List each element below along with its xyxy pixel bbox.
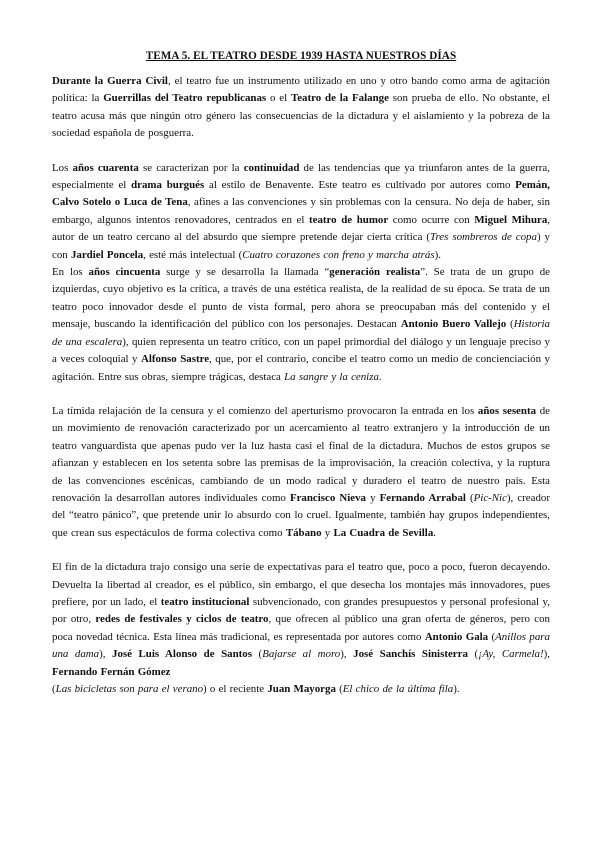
bold-run: La Cuadra de Sevilla bbox=[333, 526, 434, 539]
bold-run: Pemán, Calvo Sotelo o Luca de Tena bbox=[52, 179, 550, 209]
text-run: o el bbox=[266, 92, 291, 105]
text-run: ( bbox=[252, 648, 263, 661]
text-run: En los bbox=[52, 266, 89, 279]
text-run: se caracterizan por la bbox=[138, 161, 244, 174]
text-run: de las tendencias que ya triunfaron antes de la guerra, especialmente el bbox=[52, 161, 550, 192]
text-run: son prueba de ello. No obstante, el teatro acusa más que ningún otro género las consecuencias de la dictadura y el aislamiento y la pobreza de la sociedad española de posguerra. bbox=[52, 92, 550, 140]
text-run: ) y con bbox=[52, 231, 551, 261]
text-run: ( bbox=[506, 318, 514, 331]
bold-run: años sesenta bbox=[477, 404, 537, 417]
bold-run: años cuarenta bbox=[72, 161, 139, 174]
bold-run: redes de festivales y ciclos de teatro bbox=[95, 613, 269, 626]
text-run: y bbox=[366, 491, 380, 504]
bold-run: Durante la Guerra Civil bbox=[52, 75, 168, 87]
text-run: surge y se desarrolla la llamada “ bbox=[160, 266, 330, 279]
text-run: ( bbox=[488, 630, 496, 643]
paragraph-gap bbox=[52, 386, 550, 403]
bold-run: Antonio Buero Vallejo bbox=[400, 318, 507, 331]
italic-title-run: Pic-Nic bbox=[473, 491, 507, 504]
italic-title-run: Anillos para una dama bbox=[52, 630, 550, 661]
bold-run: Guerrillas del Teatro republicanas bbox=[103, 92, 267, 105]
paragraph-anos-sesenta bbox=[52, 403, 550, 542]
text-run: como ocurre con bbox=[388, 213, 475, 226]
bold-run: Fernando Fernán Gómez bbox=[52, 665, 171, 678]
text-run: de un movimiento de renovación caracterizado por un acercamiento al teatro extranjero y la introducción de un teatro vanguardista que apenas pudo ver la luz hasta casi el final de la dictadura. Muchos de estos grupos se afianzan y establecen en los setenta sobre las premisas de la improvisación, la creación colectiva, y la ruptura de las convenciones escénicas, cambiando de un modo radical y duradero el teatro de nuestro país. Esta renovación la desarrollan autores individuales como bbox=[52, 404, 550, 504]
bold-run: Francisco Nieva bbox=[289, 491, 366, 504]
text-run: , que, por el contrario, concibe el teatro como un medio de concienciación y agitación. Entre sus obras, siempre trágicas, destaca bbox=[52, 353, 550, 383]
text-run: ”. Se trata de un grupo de izquierdas, cuyo objetivo es la crítica, a través de una estética realista, de la realidad de su época. Se trata de un teatro poco innovador desde el punto de vista formal, pero ahora se preocupaban más del contenido y el mensaje, buscando la identificación del público con los personajes. Destacan bbox=[52, 266, 550, 331]
bold-run: teatro de humor bbox=[309, 213, 389, 226]
text-run: , autor de un teatro cercano al del absurdo que siempre pretende dejar cierta crítica ( bbox=[52, 213, 551, 244]
paragraph-anos-cincuenta bbox=[52, 264, 550, 386]
text-run: , esté más intelectual ( bbox=[143, 248, 243, 261]
italic-title-run: La sangre y la ceniza bbox=[284, 370, 379, 383]
paragraph-gap bbox=[52, 143, 550, 160]
text-run: ). bbox=[453, 683, 460, 695]
bold-run: continuidad bbox=[243, 161, 300, 174]
text-run: ), bbox=[340, 648, 354, 661]
text-run: . bbox=[378, 370, 382, 383]
bold-run: años cincuenta bbox=[88, 266, 161, 279]
text-run: ), bbox=[99, 648, 112, 661]
text-run: y bbox=[321, 526, 334, 539]
paragraph-anos-cuarenta bbox=[52, 160, 550, 264]
bold-run: Miguel Mihura bbox=[474, 213, 548, 226]
text-run: ( bbox=[335, 683, 343, 695]
bold-run: drama burgués bbox=[131, 179, 205, 192]
text-run: La tímida relajación de la censura y el comienzo del aperturismo provocaron la entrada en los bbox=[52, 404, 478, 417]
bold-run: Jardiel Poncela bbox=[70, 248, 144, 261]
text-run: . bbox=[433, 526, 437, 539]
bold-run: teatro institucional bbox=[160, 595, 250, 608]
text-run: ) o el reciente bbox=[203, 683, 268, 695]
text-run: ), quien representa un teatro crítico, con un papel primordial del diálogo y un lenguaje preciso y a veces coloquial y bbox=[52, 335, 550, 366]
text-run: ), bbox=[543, 648, 550, 661]
bold-run: Alfonso Sastre bbox=[141, 353, 210, 366]
text-run: , afines a las convenciones y sin problemas con la censura. No deja de haber, sin embargo, algunos intentos renovadores, centrados en el bbox=[52, 196, 550, 226]
text-run: ). bbox=[434, 248, 441, 261]
paragraph-guerra-civil bbox=[52, 73, 550, 143]
italic-title-run: Tres sombreros de copa bbox=[430, 231, 537, 244]
bold-run: Juan Mayorga bbox=[267, 683, 336, 695]
bold-run: José Luis Alonso de Santos bbox=[112, 648, 252, 661]
text-run: ( bbox=[465, 491, 474, 504]
bold-run: Fernando Arrabal bbox=[379, 491, 466, 504]
text-run: al estilo de Benavente. Este teatro es cultivado por autores como bbox=[204, 179, 516, 192]
paragraph-gap bbox=[52, 542, 550, 559]
text-run: subvencionado, con grandes presupuestos y personal profesional y, por otro, bbox=[52, 595, 551, 626]
text-run: ), creador del “teatro pánico”, que pretende unir lo absurdo con lo cruel. Igualmente, también hay grupos independientes, que crean sus espectáculos de forma colectiva como bbox=[52, 491, 550, 539]
italic-title-run: El chico de la última fila bbox=[342, 683, 454, 695]
italic-title-run: Las bicicletas son para el verano bbox=[55, 683, 204, 695]
bold-run: Tábano bbox=[285, 526, 322, 539]
bold-run: José Sanchís Sinisterra bbox=[353, 648, 468, 661]
text-run: ( bbox=[467, 648, 479, 661]
italic-title-run: ¡Ay, Carmela! bbox=[478, 648, 544, 661]
text-run: Los bbox=[52, 161, 73, 174]
document-title: TEMA 5. EL TEATRO DESDE 1939 HASTA NUESTROS DÍAS bbox=[145, 50, 457, 62]
italic-title-run: Bajarse al moro bbox=[262, 648, 341, 661]
text-run: El fin de la dictadura trajo consigo una serie de expectativas para el teatro que, poco a poco, fueron decayendo. Devuelta la libertad al creador, es el público, sin embargo, el que desecha los montajes más innovadores, pues prefiere, por un lado, el bbox=[52, 561, 550, 608]
bold-run: Antonio Gala bbox=[424, 630, 489, 643]
italic-title-run: Historia de una escalera bbox=[52, 318, 550, 348]
text-run: , que ofrecen al público una gran oferta de géneros, pero con poca novedad técnica. Esta línea más tradicional, es representada por autores como bbox=[52, 613, 550, 643]
italic-title-run: Cuatro corazones con freno y marcha atrás bbox=[242, 248, 435, 261]
paragraph-fin-dictadura bbox=[52, 559, 550, 698]
bold-run: Teatro de la Falange bbox=[290, 92, 389, 105]
text-run: ( bbox=[52, 683, 56, 695]
bold-run: generación realista bbox=[329, 266, 421, 279]
text-run: , el teatro fue un instrumento utilizado en uno y otro bando como arma de agitación política: la bbox=[52, 75, 550, 105]
